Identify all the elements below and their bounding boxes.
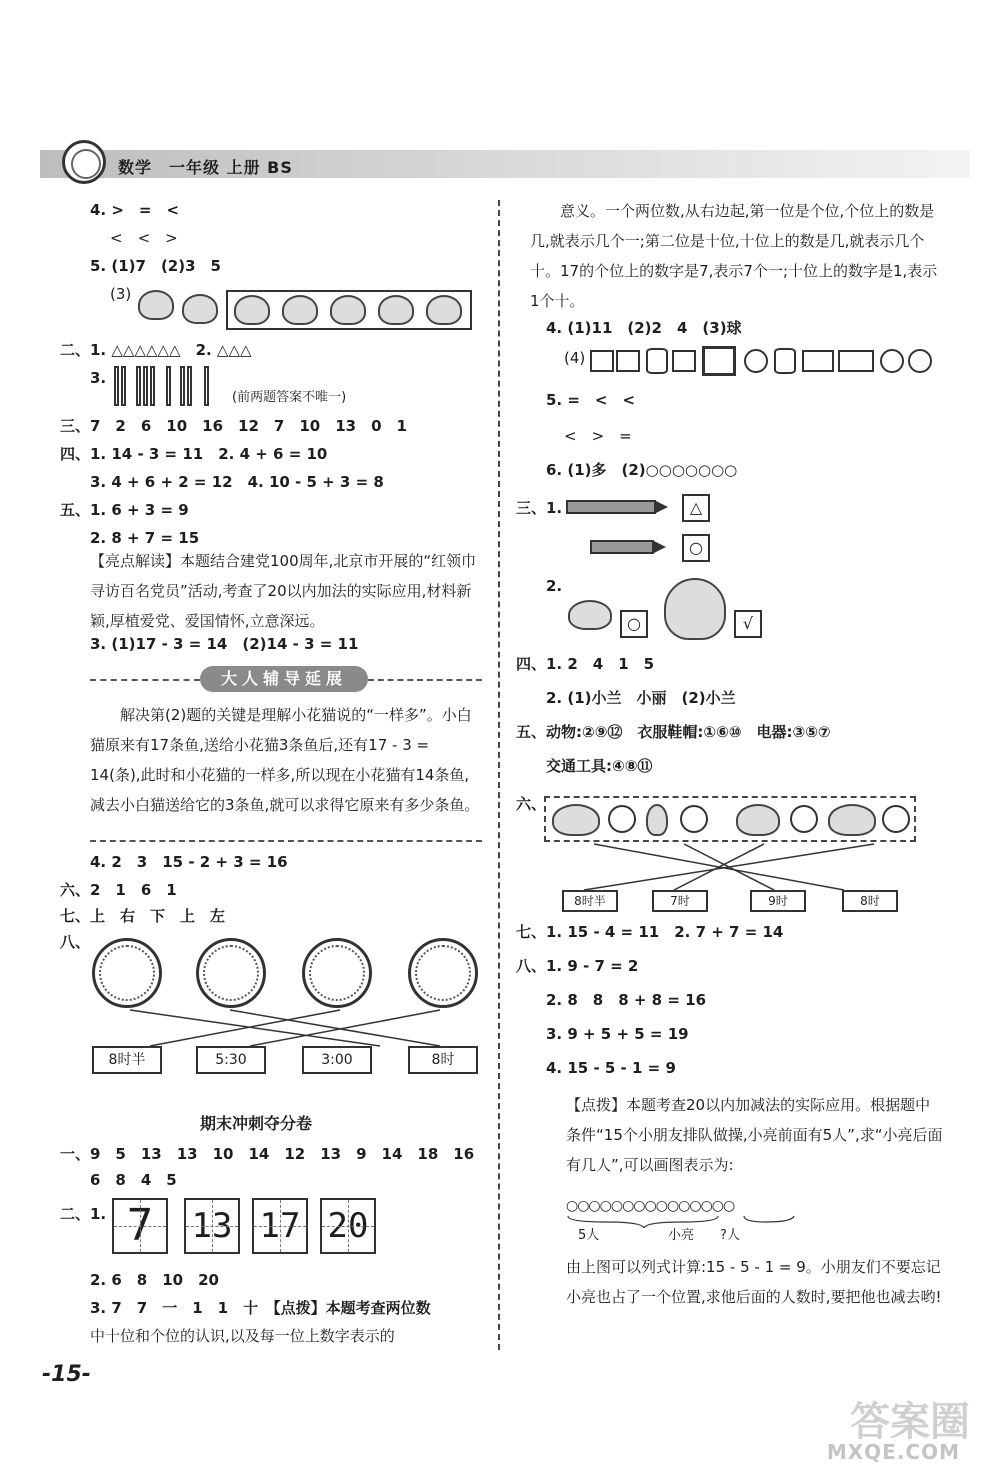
answer-4-b: < < >: [110, 229, 178, 247]
watermark-logo-text: 答案圈: [850, 1399, 970, 1445]
answer-5: 5. = < <: [546, 391, 636, 409]
section-7-answer: 七、1. 15 - 4 = 11 2. 7 + 7 = 14: [516, 923, 784, 941]
time-label-box: 3:00: [302, 1046, 372, 1074]
section-3-label: 三、1.: [516, 499, 563, 517]
pencil-illustration: [590, 540, 654, 554]
answer-6: 6. (1)多 (2)○○○○○○○: [546, 461, 738, 479]
pencil-illustration: [566, 500, 656, 514]
answer-5-3: (3): [110, 285, 132, 303]
answer-4: 4. > = <: [90, 201, 180, 219]
writing-grid: 20: [320, 1198, 376, 1254]
answer-5-b: < > =: [564, 427, 632, 445]
schedule-matching-lines: [544, 842, 916, 892]
counting-stick: [121, 366, 126, 406]
clock-face: [408, 938, 478, 1008]
column-divider: [498, 200, 500, 1350]
ball-in-box-shape: [702, 346, 736, 376]
cube-shape: [672, 350, 696, 372]
final-section-2-answer-3-b: 中十位和个位的认识,以及每一位上数字表示的: [90, 1327, 395, 1345]
section-5-answer-b: 交通工具:④⑧⑪: [546, 757, 653, 775]
place-value-explanation: 意义。一个两位数,从右边起,第一位是个位,个位上的数是几,就表示几个一;第二位是十位,十位上的数是几,就表示几个十。17的个位上的数字是7,表示7个一;十位上的数字是1,表示1个十。: [530, 202, 938, 310]
section-3-answer-2: 2.: [546, 577, 563, 595]
time-label-box: 8时: [408, 1046, 478, 1074]
section-rule-bottom: [90, 840, 482, 842]
publisher-logo: [62, 140, 106, 184]
brace-label: 5人: [578, 1228, 600, 1243]
section-8-answer-3: 3. 9 + 5 + 5 = 19: [546, 1025, 689, 1043]
answer-square: √: [734, 610, 762, 638]
section-4-answer-1: 四、1. 14 - 3 = 11 2. 4 + 6 = 10: [60, 445, 328, 463]
final-section-2-label: 二、1.: [60, 1205, 107, 1223]
section-2-answer-3: 3.: [90, 369, 107, 387]
section-5-answer: 五、动物:②⑨⑫ 衣服鞋帽:①⑥⑩ 电器:③⑤⑦: [516, 723, 831, 741]
highlight-explanation: 【亮点解读】本题结合建党100周年,北京市开展的“红领巾寻访百名党员”活动,考查了20以内加法的实际应用,材料新颖,厚植爱党、爱国情怀,立意深远。: [90, 552, 477, 630]
clock-face: [790, 805, 818, 833]
time-label-box: 9时: [750, 890, 806, 912]
sleeping-child-illustration: [552, 804, 600, 836]
cylinder-shape: [646, 348, 668, 374]
sphere-shape: [744, 349, 768, 373]
final-section-1-answer: 一、9 5 13 13 10 14 12 13 9 14 18 16: [60, 1145, 475, 1163]
cow-illustration: [234, 295, 270, 325]
answer-5: 5. (1)7 (2)3 5: [90, 257, 221, 275]
section-2-answer-1: 二、1. △△△△△△ 2. △△△: [60, 341, 252, 359]
answer-4: 4. (1)11 (2)2 4 (3)球: [546, 319, 742, 337]
sphere-shape: [908, 349, 932, 373]
writing-grid: 17: [252, 1198, 308, 1254]
brace-label: 小亮: [668, 1228, 695, 1243]
cube-shape: [616, 350, 640, 372]
counting-stick: [180, 366, 185, 406]
cylinder-shape: [774, 348, 796, 374]
counting-stick: [187, 366, 192, 406]
section-8-answer-1: 八、1. 9 - 7 = 2: [516, 957, 639, 975]
answer-square: △: [682, 494, 710, 522]
horse-illustration: [182, 294, 218, 324]
time-label-box: 8时半: [562, 890, 618, 912]
section-8-answer-4: 4. 15 - 5 - 1 = 9: [546, 1059, 676, 1077]
answer-note: (前两题答案不唯一): [232, 390, 347, 405]
matching-lines: [90, 1008, 490, 1048]
final-exam-title: 期末冲刺夺分卷: [200, 1114, 313, 1133]
clock-face: [196, 938, 266, 1008]
counting-stick: [136, 366, 141, 406]
writing-grid: 13: [184, 1198, 240, 1254]
section-6-label: 六、: [516, 795, 547, 813]
clock-face: [680, 805, 708, 833]
queue-circles: ○○○○○○○○○○○○○○○: [566, 1198, 735, 1214]
exercising-child-illustration: [646, 804, 668, 836]
answer-square: ○: [682, 534, 710, 562]
clock-face: [92, 938, 162, 1008]
brace-label: ?人: [720, 1228, 740, 1243]
counting-stick: [166, 366, 171, 406]
counting-stick: [114, 366, 119, 406]
rabbit-illustration: [378, 295, 414, 325]
watermark-url: MXQE.COM: [826, 1440, 960, 1464]
section-4-answer-2: 2. (1)小兰 小丽 (2)小兰: [546, 689, 736, 707]
answer-4-4: (4): [564, 349, 586, 367]
bear-illustration: [138, 290, 174, 320]
sphere-shape: [880, 349, 904, 373]
section-8-label: 八、: [60, 933, 91, 951]
cuboid-shape: [802, 350, 834, 372]
tutor-section-title: 大人辅导延展: [200, 666, 368, 692]
elephant-illustration: [664, 578, 726, 640]
schedule-picture-strip: [544, 796, 916, 842]
section-8-answer-2: 2. 8 8 8 + 8 = 16: [546, 991, 707, 1009]
counting-stick: [204, 366, 209, 406]
cuboid-shape: [838, 350, 874, 372]
counting-stick: [143, 366, 148, 406]
sleeping-child-illustration: [828, 804, 876, 836]
header-title: 数学 一年级 上册 BS: [118, 158, 293, 177]
section-4-answer-3: 3. 4 + 6 + 2 = 12 4. 10 - 5 + 3 = 8: [90, 473, 384, 491]
time-label-box: 7时: [652, 890, 708, 912]
studying-child-illustration: [736, 804, 780, 836]
section-6-answer: 六、2 1 6 1: [60, 881, 177, 899]
section-rule-right: [368, 679, 482, 681]
clock-face: [302, 938, 372, 1008]
section-4-answer-1: 四、1. 2 4 1 5: [516, 655, 655, 673]
hint-explanation: 【点拨】本题考查20以内加减法的实际应用。根据题中条件“15个小朋友排队做操,小亮前面有5人”,求“小亮后面有几人”,可以画图表示为:: [566, 1096, 943, 1174]
section-5-answer-1: 五、1. 6 + 3 = 9: [60, 501, 189, 519]
final-section-1-answer-b: 6 8 4 5: [90, 1171, 177, 1189]
answer-square: ○: [620, 610, 648, 638]
clock-face: [608, 805, 636, 833]
cube-shape: [590, 350, 614, 372]
section-7-answer: 七、上 右 下 上 左: [60, 907, 226, 925]
dog-illustration: [282, 295, 318, 325]
answer-4-final: 4. 2 3 15 - 2 + 3 = 16: [90, 853, 288, 871]
final-section-2-answer-2: 2. 6 8 10 20: [90, 1271, 219, 1289]
counting-stick: [150, 366, 155, 406]
puppy-illustration: [426, 295, 462, 325]
conclusion-text: 由上图可以列式计算:15 - 5 - 1 = 9。小朋友们不要忘记小亮也占了一个位置,求他后面的人数时,要把他也减去哟!: [566, 1258, 942, 1306]
section-5-answer-3: 3. (1)17 - 3 = 14 (2)14 - 3 = 11: [90, 635, 359, 653]
clock-face: [882, 805, 910, 833]
writing-grid: 7: [112, 1198, 168, 1254]
time-label-box: 5:30: [196, 1046, 266, 1074]
tutor-explanation: 解决第(2)题的关键是理解小花猫说的“一样多”。小白猫原来有17条鱼,送给小花猫3条鱼后,还有17 - 3 = 14(条),此时和小花猫的一样多,所以现在小花猫有14条鱼,减去小白猫送给它的3条鱼,就可以求得它原来有多少条鱼。: [90, 706, 480, 814]
section-3-answer: 三、7 2 6 10 16 12 7 10 13 0 1: [60, 417, 407, 435]
page-number: -15-: [42, 1362, 91, 1387]
animal-group-box: [226, 290, 472, 330]
section-5-answer-2: 2. 8 + 7 = 15: [90, 529, 200, 547]
time-label-box: 8时: [842, 890, 898, 912]
time-label-box: 8时半: [92, 1046, 162, 1074]
section-rule-left: [90, 679, 200, 681]
pig-illustration: [330, 295, 366, 325]
rabbit-illustration: [568, 600, 612, 630]
final-section-2-answer-3: 3. 7 7 一 1 1 十 【点拨】本题考查两位数: [90, 1299, 431, 1317]
